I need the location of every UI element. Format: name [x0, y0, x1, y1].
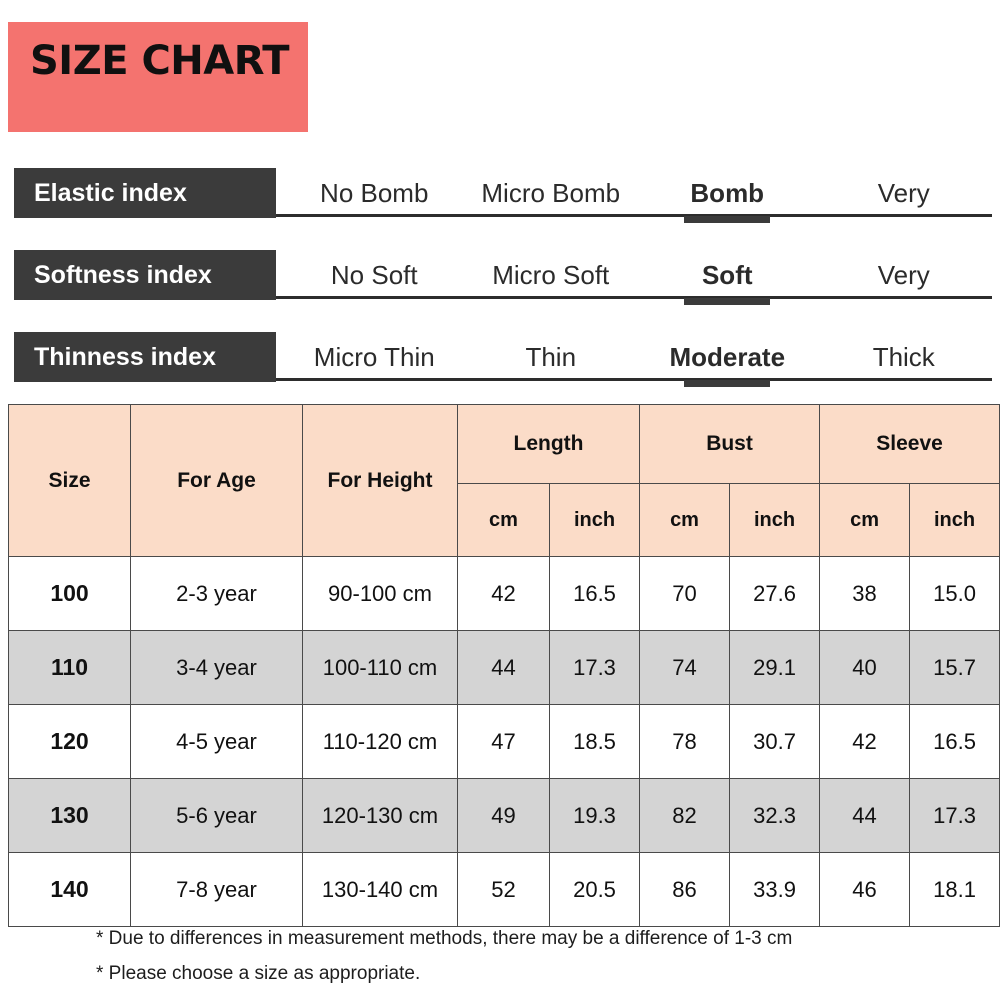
cell-sleeve-cm: 44: [820, 779, 910, 853]
index-row-softness: [14, 250, 992, 332]
index-option-selected[interactable]: [639, 260, 816, 291]
cell-length-inch: 19.3: [550, 779, 640, 853]
table-header-row: [9, 405, 1000, 484]
cell-length-cm: 52: [458, 853, 550, 927]
cell-sleeve-inch: 17.3: [910, 779, 1000, 853]
table-row: [9, 853, 1000, 927]
note-measurement-difference: * Due to differences in measurement methods, there may be a difference of 1-3 cm: [96, 928, 793, 949]
index-option[interactable]: Very: [877, 177, 930, 208]
index-option[interactable]: No Soft: [330, 259, 418, 290]
cell-bust-inch: 30.7: [730, 705, 820, 779]
cell-sleeve-inch: 15.0: [910, 557, 1000, 631]
cell-size: 120: [9, 705, 131, 779]
index-row-thinness: [14, 332, 992, 414]
cell-size: 130: [9, 779, 131, 853]
table-row: [9, 557, 1000, 631]
cell-bust-cm: 86: [640, 853, 730, 927]
index-label-softness: Softness index: [14, 250, 276, 300]
page-title: SIZE CHART: [30, 38, 290, 84]
cell-for-height: 130-140 cm: [303, 853, 458, 927]
header-sleeve: Sleeve: [820, 405, 1000, 484]
index-options-elastic: [286, 168, 992, 218]
cell-sleeve-inch: 18.1: [910, 853, 1000, 927]
cell-length-cm: 47: [458, 705, 550, 779]
header-for-height: For Height: [303, 405, 458, 557]
cell-bust-inch: 32.3: [730, 779, 820, 853]
cell-size: 100: [9, 557, 131, 631]
unit-sleeve-inch: inch: [910, 484, 1000, 557]
cell-for-age: 2-3 year: [131, 557, 303, 631]
table-row: [9, 779, 1000, 853]
cell-for-height: 100-110 cm: [303, 631, 458, 705]
cell-sleeve-inch: 15.7: [910, 631, 1000, 705]
index-option[interactable]: Micro Thin: [313, 341, 435, 372]
unit-sleeve-cm: cm: [820, 484, 910, 557]
header-for-age: For Age: [131, 405, 303, 557]
size-table-container: [8, 404, 992, 927]
selection-marker: [684, 216, 770, 223]
cell-bust-cm: 70: [640, 557, 730, 631]
header-size: Size: [9, 405, 131, 557]
cell-length-inch: 18.5: [550, 705, 640, 779]
cell-sleeve-cm: 38: [820, 557, 910, 631]
cell-length-cm: 42: [458, 557, 550, 631]
cell-length-inch: 17.3: [550, 631, 640, 705]
cell-sleeve-cm: 40: [820, 631, 910, 705]
cell-bust-inch: 27.6: [730, 557, 820, 631]
index-label-elastic: Elastic index: [14, 168, 276, 218]
index-option[interactable]: Very: [877, 259, 930, 290]
unit-length-cm: cm: [458, 484, 550, 557]
table-row: [9, 705, 1000, 779]
index-section: [14, 168, 992, 414]
note-choose-size: * Please choose a size as appropriate.: [96, 963, 421, 984]
cell-bust-cm: 74: [640, 631, 730, 705]
cell-bust-cm: 78: [640, 705, 730, 779]
size-table: [8, 404, 1000, 927]
unit-length-inch: inch: [550, 484, 640, 557]
index-option-label: Moderate: [669, 341, 786, 372]
selection-marker: [684, 298, 770, 305]
selection-marker: [684, 380, 770, 387]
index-option[interactable]: Thick: [872, 341, 935, 372]
cell-size: 110: [9, 631, 131, 705]
cell-length-inch: 16.5: [550, 557, 640, 631]
cell-bust-cm: 82: [640, 779, 730, 853]
header-length: Length: [458, 405, 640, 484]
cell-length-inch: 20.5: [550, 853, 640, 927]
cell-for-height: 90-100 cm: [303, 557, 458, 631]
cell-sleeve-cm: 42: [820, 705, 910, 779]
header-bust: Bust: [640, 405, 820, 484]
unit-bust-cm: cm: [640, 484, 730, 557]
cell-sleeve-inch: 16.5: [910, 705, 1000, 779]
index-row-elastic: [14, 168, 992, 250]
cell-bust-inch: 29.1: [730, 631, 820, 705]
table-row: [9, 631, 1000, 705]
cell-for-height: 120-130 cm: [303, 779, 458, 853]
index-option-selected[interactable]: [639, 178, 816, 209]
index-option[interactable]: Micro Soft: [492, 259, 610, 290]
cell-length-cm: 49: [458, 779, 550, 853]
cell-size: 140: [9, 853, 131, 927]
index-option-selected[interactable]: [639, 342, 816, 373]
cell-bust-inch: 33.9: [730, 853, 820, 927]
cell-for-height: 110-120 cm: [303, 705, 458, 779]
unit-bust-inch: inch: [730, 484, 820, 557]
index-options-thinness: [286, 332, 992, 382]
cell-length-cm: 44: [458, 631, 550, 705]
index-option[interactable]: Thin: [525, 341, 577, 372]
index-option[interactable]: No Bomb: [320, 177, 429, 208]
index-options-softness: [286, 250, 992, 300]
cell-for-age: 7-8 year: [131, 853, 303, 927]
cell-sleeve-cm: 46: [820, 853, 910, 927]
index-option-label: Bomb: [690, 177, 765, 208]
cell-for-age: 4-5 year: [131, 705, 303, 779]
index-option[interactable]: Micro Bomb: [481, 177, 621, 208]
index-option-label: Soft: [701, 259, 753, 290]
cell-for-age: 3-4 year: [131, 631, 303, 705]
cell-for-age: 5-6 year: [131, 779, 303, 853]
index-label-thinness: Thinness index: [14, 332, 276, 382]
